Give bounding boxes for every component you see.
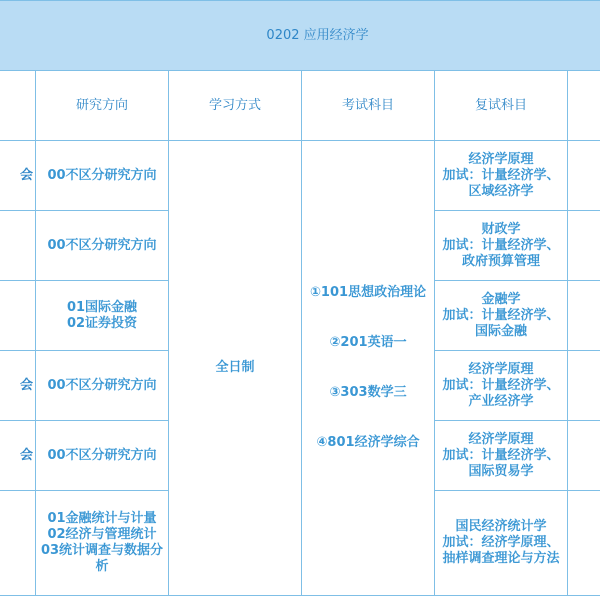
retest-subjects-cell: 金融学 加试：计量经济学、 国际金融 xyxy=(435,281,568,351)
header-retest-subjects: 复试科目 xyxy=(435,71,568,141)
table-title: 0202 应用经济学 xyxy=(0,1,600,71)
row-left-fragment: 会 xyxy=(0,141,36,211)
retest-subjects-cell: 经济学原理 加试：计量经济学、 产业经济学 xyxy=(435,351,568,421)
row-right-cell xyxy=(568,421,600,491)
row-left-fragment: 会 xyxy=(0,351,36,421)
row-right-cell xyxy=(568,281,600,351)
research-direction-cell: 00不区分研究方向 xyxy=(36,351,169,421)
retest-subjects-cell: 经济学原理 加试：计量经济学、 国际贸易学 xyxy=(435,421,568,491)
exam-subject-item: ①101思想政治理论 xyxy=(309,285,427,300)
table-row xyxy=(0,141,600,211)
header-study-mode: 学习方式 xyxy=(169,71,302,141)
row-right-cell xyxy=(568,491,600,596)
row-left-fragment xyxy=(0,281,36,351)
header-cell-left xyxy=(0,71,36,141)
research-direction-cell: 00不区分研究方向 xyxy=(36,211,169,281)
table-title-row xyxy=(0,1,600,71)
research-direction-cell: 01金融统计与计量 02经济与管理统计 03统计调查与数据分析 xyxy=(36,491,169,596)
row-right-cell xyxy=(568,141,600,211)
retest-subjects-cell: 经济学原理 加试：计量经济学、 区域经济学 xyxy=(435,141,568,211)
row-right-cell xyxy=(568,211,600,281)
row-left-fragment: 会 xyxy=(0,421,36,491)
research-direction-cell: 01国际金融 02证券投资 xyxy=(36,281,169,351)
exam-subjects-cell xyxy=(302,141,435,596)
retest-subjects-cell: 国民经济统计学 加试：经济学原理、 抽样调查理论与方法 xyxy=(435,491,568,596)
study-mode-cell: 全日制 xyxy=(169,141,302,596)
header-cell-right xyxy=(568,71,600,141)
row-right-cell xyxy=(568,351,600,421)
exam-subject-item: ③303数学三 xyxy=(329,385,407,400)
row-left-fragment xyxy=(0,211,36,281)
header-research-direction: 研究方向 xyxy=(36,71,169,141)
retest-subjects-cell: 财政学 加试：计量经济学、 政府预算管理 xyxy=(435,211,568,281)
research-direction-cell: 00不区分研究方向 xyxy=(36,141,169,211)
research-direction-cell: 00不区分研究方向 xyxy=(36,421,169,491)
header-exam-subjects: 考试科目 xyxy=(302,71,435,141)
table-header-row xyxy=(0,71,600,141)
exam-subject-item: ④801经济学综合 xyxy=(316,435,420,450)
row-left-fragment xyxy=(0,491,36,596)
exam-subject-item: ②201英语一 xyxy=(329,335,407,350)
